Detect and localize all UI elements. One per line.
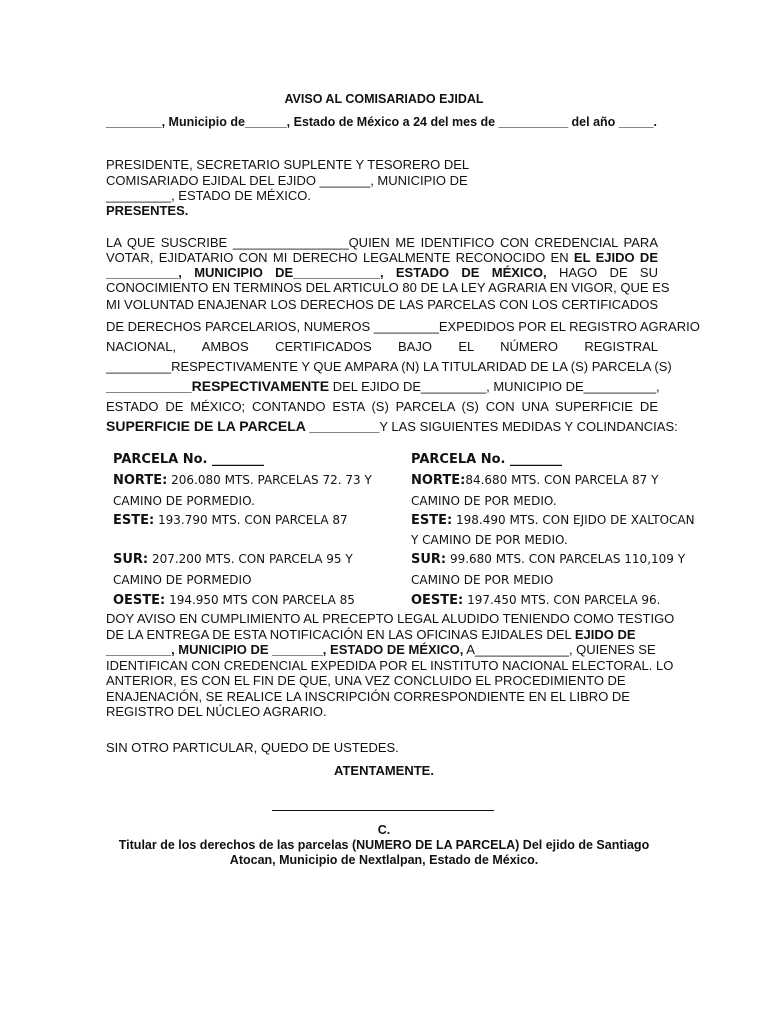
signature-name: C. xyxy=(377,823,391,837)
signature-title-line-2: Atocan, Municipio de Nextlalpan, Estado de México. xyxy=(229,853,539,867)
notice-line: DOY AVISO EN CUMPLIMIENTO AL PRECEPTO LEGAL ALUDIDO TENIENDO COMO TESTIGO xyxy=(106,611,675,626)
notice-line: IDENTIFICAN CON CREDENCIAL EXPEDIDA POR EL INSTITUTO NACIONAL ELECTORAL. LO xyxy=(106,657,674,673)
body-line: MI VOLUNTAD ENAJENAR LOS DERECHOS DE LAS PARCELAS CON LOS CERTIFICADOS xyxy=(106,297,658,312)
notice-line: DE LA ENTREGA DE ESTA NOTIFICACIÓN EN LAS OFICINAS EJIDALES DEL EJIDO DE xyxy=(106,626,636,642)
document-title: AVISO AL COMISARIADO EJIDAL xyxy=(284,92,484,106)
closing-line: SIN OTRO PARTICULAR, QUEDO DE USTEDES. xyxy=(106,740,399,755)
parcel-oeste: OESTE: 197.450 MTS. CON PARCELA 96. xyxy=(411,593,661,608)
body-line: SUPERFICIE DE LA PARCELA _________Y LAS SIGUIENTES MEDIDAS Y COLINDANCIAS: xyxy=(106,418,678,434)
parcel-norte: NORTE: 206.080 MTS. PARCELAS 72. 73 Y xyxy=(113,473,372,488)
addressee-line-3: _________, ESTADO DE MÉXICO. xyxy=(106,188,311,203)
addressee-line-1: PRESIDENTE, SECRETARIO SUPLENTE Y TESORERO DEL xyxy=(106,157,470,172)
body-line: ___________RESPECTIVAMENTE DEL EJIDO DE_________, MUNICIPIO DE__________, xyxy=(106,378,660,394)
body-line: VOTAR, EJIDATARIO CON MI DERECHO LEGALMENTE RECONOCIDO EN EL EJIDO DE xyxy=(106,250,658,265)
presentes-label: PRESENTES. xyxy=(106,203,189,218)
signature-title-line-1: Titular de los derechos de las parcelas (NUMERO DE LA PARCELA) Del ejido de Santiago xyxy=(118,838,650,852)
atentamente-label: ATENTAMENTE. xyxy=(334,763,434,778)
parcel-sur: SUR: 99.680 MTS. CON PARCELAS 110,109 Y xyxy=(411,552,686,567)
parcel-este: ESTE: 198.490 MTS. CON EJIDO DE XALTOCAN xyxy=(411,513,695,528)
parcel-sur-cont: CAMINO DE PORMEDIO xyxy=(113,573,252,587)
notice-paragraph xyxy=(106,611,675,720)
body-line: DE DERECHOS PARCELARIOS, NUMEROS _________EXPEDIDOS POR EL REGISTRO AGRARIO xyxy=(106,319,700,334)
notice-line: ANTERIOR, ES CON EL FIN DE QUE, UNA VEZ CONCLUIDO EL PROCEDIMIENTO DE xyxy=(106,673,626,688)
parcel-norte: NORTE:84.680 MTS. CON PARCELA 87 Y xyxy=(411,473,659,488)
parcel-sur-cont: CAMINO DE POR MEDIO xyxy=(411,573,554,587)
parcel-heading: PARCELA No. ________ xyxy=(411,452,562,467)
parcel-este: ESTE: 193.790 MTS. CON PARCELA 87 xyxy=(113,513,348,528)
body-line: __________, MUNICIPIO DE____________, ESTADO DE MÉXICO, HAGO DE SU xyxy=(106,265,658,280)
body-line: LA QUE SUSCRIBE ________________QUIEN ME IDENTIFICO CON CREDENCIAL PARA xyxy=(106,235,658,250)
parcel-sur: SUR: 207.200 MTS. CON PARCELA 95 Y xyxy=(113,552,353,567)
body-paragraph xyxy=(106,235,700,439)
parcel-oeste: OESTE: 194.950 MTS CON PARCELA 85 xyxy=(113,593,355,608)
parcel-este-cont: Y CAMINO DE POR MEDIO. xyxy=(411,533,568,547)
body-line: ESTADO DE MÉXICO; CONTANDO ESTA (S) PARCELA (S) CON UNA SUPERFICIE DE xyxy=(106,399,658,414)
parcel-norte-cont: CAMINO DE PORMEDIO. xyxy=(113,494,255,508)
body-line: NACIONAL, AMBOS CERTIFICADOS BAJO EL NÚMERO REGISTRAL xyxy=(106,339,658,354)
parcel-left xyxy=(113,452,393,612)
notice-line: REGISTRO DEL NÚCLEO AGRARIO. xyxy=(106,704,327,719)
parcel-norte-cont: CAMINO DE POR MEDIO. xyxy=(411,494,557,508)
addressee-line-2: COMISARIADO EJIDAL DEL EJIDO _______, MUNICIPIO DE xyxy=(106,173,468,188)
date-line: ________, Municipio de______, Estado de México a 24 del mes de __________ del año _____. xyxy=(106,115,658,129)
notice-line: ENAJENACIÓN, SE REALICE LA INSCRIPCIÓN CORRESPONDIENTE EN EL LIBRO DE xyxy=(106,688,630,704)
signature-line xyxy=(272,810,494,811)
body-line: CONOCIMIENTO EN TERMINOS DEL ARTICULO 80 DE LA LEY AGRARIA EN VIGOR, QUE ES xyxy=(106,280,670,295)
parcel-heading: PARCELA No. ________ xyxy=(113,452,264,467)
notice-line: _________, MUNICIPIO DE _______, ESTADO DE MÉXICO, A_____________, QUIENES SE xyxy=(106,642,656,657)
parcel-right xyxy=(411,452,711,612)
body-line: _________RESPECTIVAMENTE Y QUE AMPARA (N) LA TITULARIDAD DE LA (S) PARCELA (S) xyxy=(106,359,672,374)
